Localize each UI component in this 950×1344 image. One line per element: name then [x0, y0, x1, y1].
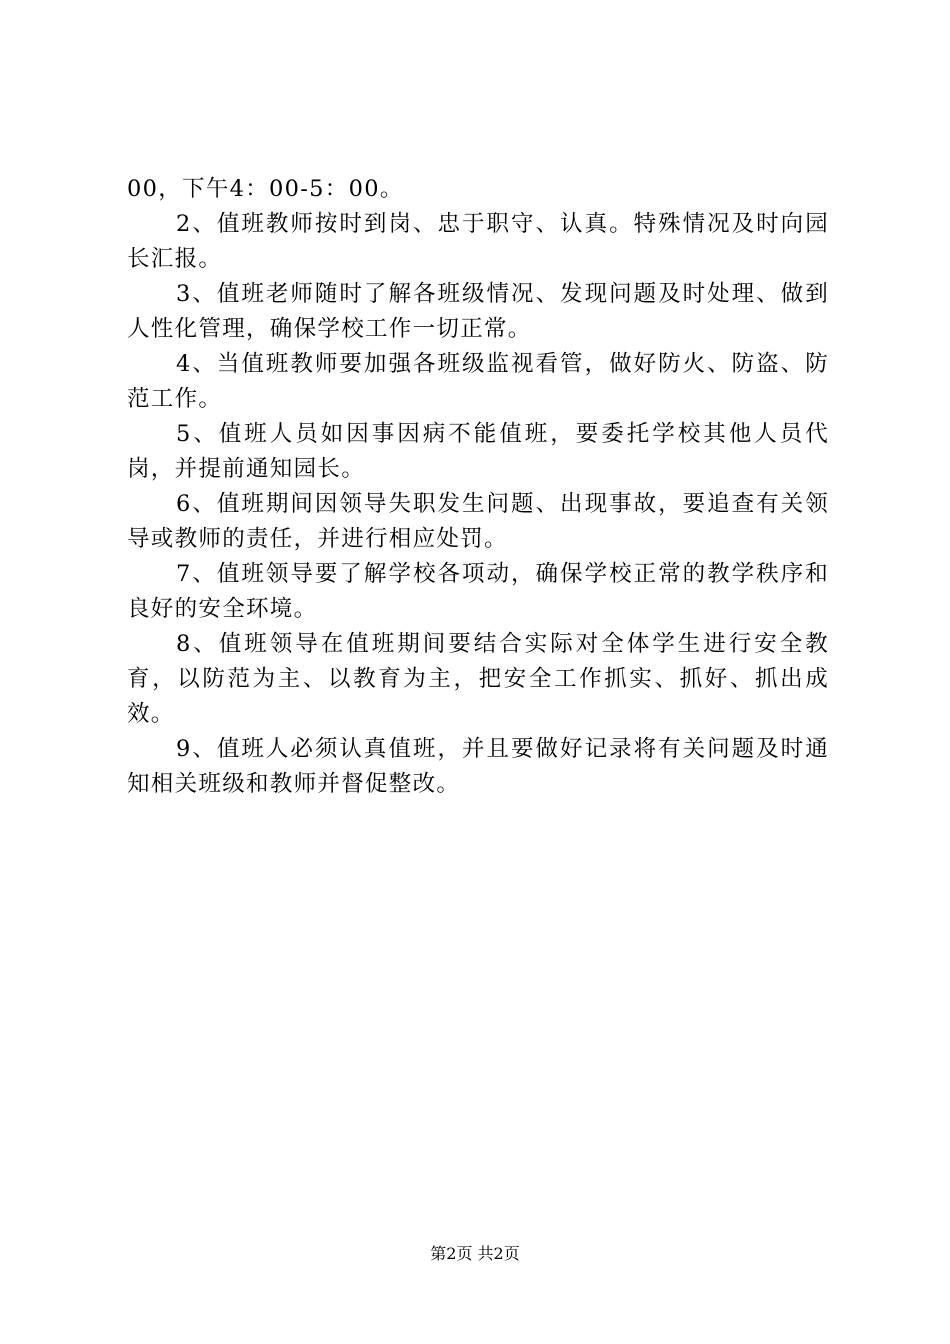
paragraph-rule-7: 7、值班领导要了解学校各项动，确保学校正常的教学秩序和良好的安全环境。	[127, 561, 829, 622]
page-footer	[0, 1243, 950, 1265]
paragraph-continuation: 00，下午4：00-5：00。	[127, 176, 404, 202]
paragraph-rule-9: 9、值班人必须认真值班，并且要做好记录将有关问题及时通知相关班级和教师并督促整改。	[127, 736, 829, 797]
document-body	[127, 172, 829, 802]
page-number-label: 第2页 共2页	[430, 1244, 520, 1263]
paragraph-rule-2: 2、值班教师按时到岗、忠于职守、认真。特殊情况及时向园长汇报。	[127, 211, 829, 272]
paragraph-rule-5: 5、值班人员如因事因病不能值班，要委托学校其他人员代岗，并提前通知园长。	[127, 421, 829, 482]
paragraph-rule-6: 6、值班期间因领导失职发生问题、出现事故，要追查有关领导或教师的责任，并进行相应处罚。	[127, 491, 829, 552]
paragraph-rule-8: 8、值班领导在值班期间要结合实际对全体学生进行安全教育，以防范为主、以教育为主，把安全工作抓实、抓好、抓出成效。	[127, 631, 829, 727]
paragraph-rule-4: 4、当值班教师要加强各班级监视看管，做好防火、防盗、防范工作。	[127, 351, 829, 412]
paragraph-rule-3: 3、值班老师随时了解各班级情况、发现问题及时处理、做到人性化管理，确保学校工作一切正常。	[127, 281, 829, 342]
